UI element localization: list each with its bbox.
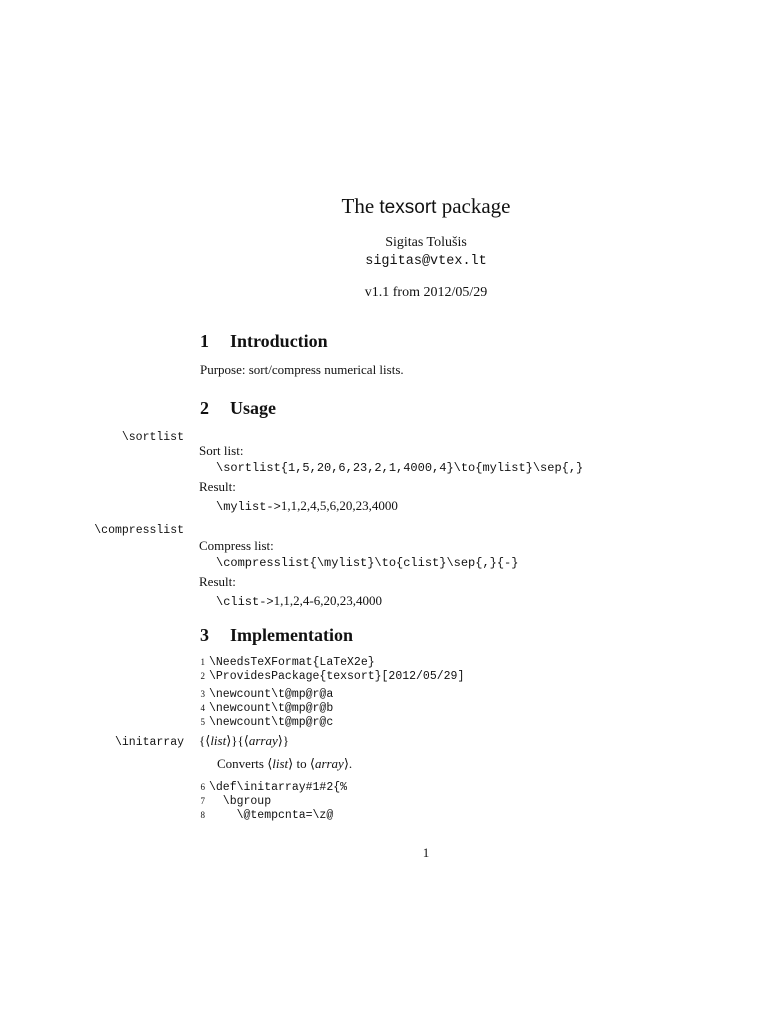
code-line xyxy=(195,702,333,715)
section-introduction-heading xyxy=(200,331,328,352)
section-title: Usage xyxy=(230,398,276,418)
line-number: 8 xyxy=(200,810,205,820)
desc-post: ⟩. xyxy=(343,756,353,771)
section-usage-heading xyxy=(200,398,276,419)
title-prefix: The xyxy=(341,194,375,218)
section-number: 1 xyxy=(200,331,209,351)
initarray-description xyxy=(217,756,352,772)
compresslist-code: \compresslist{\mylist}\to{clist}\sep{,}{-} xyxy=(216,556,519,570)
version-line: v1.1 from 2012/05/29 xyxy=(364,285,488,300)
section-number: 3 xyxy=(200,625,209,645)
code-line xyxy=(195,656,375,669)
code-text: \bgroup xyxy=(209,795,272,808)
code-text: \NeedsTeXFormat{LaTeX2e} xyxy=(209,656,375,669)
initarray-signature xyxy=(199,733,289,749)
document-title xyxy=(0,194,768,219)
line-number: 3 xyxy=(200,689,205,699)
author-name: Sigitas Tolušis xyxy=(385,235,467,250)
sig-arg-list: list xyxy=(210,733,227,748)
desc-pre: Converts ⟨ xyxy=(217,756,273,771)
compresslist-result-value: 1,1,2,4-6,20,23,4000 xyxy=(273,593,382,608)
line-number: 4 xyxy=(200,703,205,713)
margin-macro-compresslist: \compresslist xyxy=(94,524,184,537)
sig-mid: ⟩}{⟨ xyxy=(226,733,249,748)
sig-open: {⟨ xyxy=(199,733,211,748)
sortlist-result-macro: \mylist-> xyxy=(216,500,281,514)
section-title: Implementation xyxy=(230,625,353,645)
compresslist-result-label: Result: xyxy=(199,574,236,589)
code-text: \def\initarray#1#2{% xyxy=(209,781,348,794)
desc-arg-array: array xyxy=(314,756,344,771)
title-suffix: package xyxy=(441,194,511,218)
desc-arg-list: list xyxy=(272,756,289,771)
sortlist-result-value: 1,1,2,4,5,6,20,23,4000 xyxy=(280,498,398,513)
code-line xyxy=(195,781,347,794)
sig-close: ⟩} xyxy=(277,733,290,748)
code-text: \@tempcnta=\z@ xyxy=(209,809,334,822)
line-number: 2 xyxy=(200,671,205,681)
compresslist-result xyxy=(216,590,382,609)
sortlist-code: \sortlist{1,5,20,6,23,2,1,4000,4}\to{mylist}\sep{,} xyxy=(216,461,584,475)
code-line xyxy=(195,716,333,729)
compresslist-result-macro: \clist-> xyxy=(216,595,274,609)
sortlist-label: Sort list: xyxy=(199,443,244,458)
desc-mid: ⟩ to ⟨ xyxy=(288,756,315,771)
code-text: \newcount\t@mp@r@a xyxy=(209,688,334,701)
code-line xyxy=(195,688,333,701)
margin-macro-initarray: \initarray xyxy=(114,736,184,749)
code-text: \newcount\t@mp@r@c xyxy=(209,716,334,729)
compresslist-label: Compress list: xyxy=(199,538,274,553)
code-text: \newcount\t@mp@r@b xyxy=(209,702,334,715)
code-line xyxy=(195,795,271,808)
page-number: 1 xyxy=(422,845,430,860)
line-number: 1 xyxy=(200,657,205,667)
sortlist-result xyxy=(216,495,398,514)
intro-purpose-text: Purpose: sort/compress numerical lists. xyxy=(200,362,404,377)
title-package-name: texsort xyxy=(379,197,437,218)
section-title: Introduction xyxy=(230,331,328,351)
code-line xyxy=(195,670,464,683)
line-number: 6 xyxy=(200,782,205,792)
author-email[interactable]: sigitas@vtex.lt xyxy=(365,254,487,269)
line-number: 7 xyxy=(200,796,205,806)
code-line xyxy=(195,809,333,822)
code-text: \ProvidesPackage{texsort}[2012/05/29] xyxy=(209,670,465,683)
line-number: 5 xyxy=(200,717,205,727)
margin-macro-sortlist: \sortlist xyxy=(121,431,184,444)
section-number: 2 xyxy=(200,398,209,418)
sortlist-result-label: Result: xyxy=(199,479,236,494)
section-implementation-heading xyxy=(200,625,353,646)
sig-arg-array: array xyxy=(248,733,278,748)
